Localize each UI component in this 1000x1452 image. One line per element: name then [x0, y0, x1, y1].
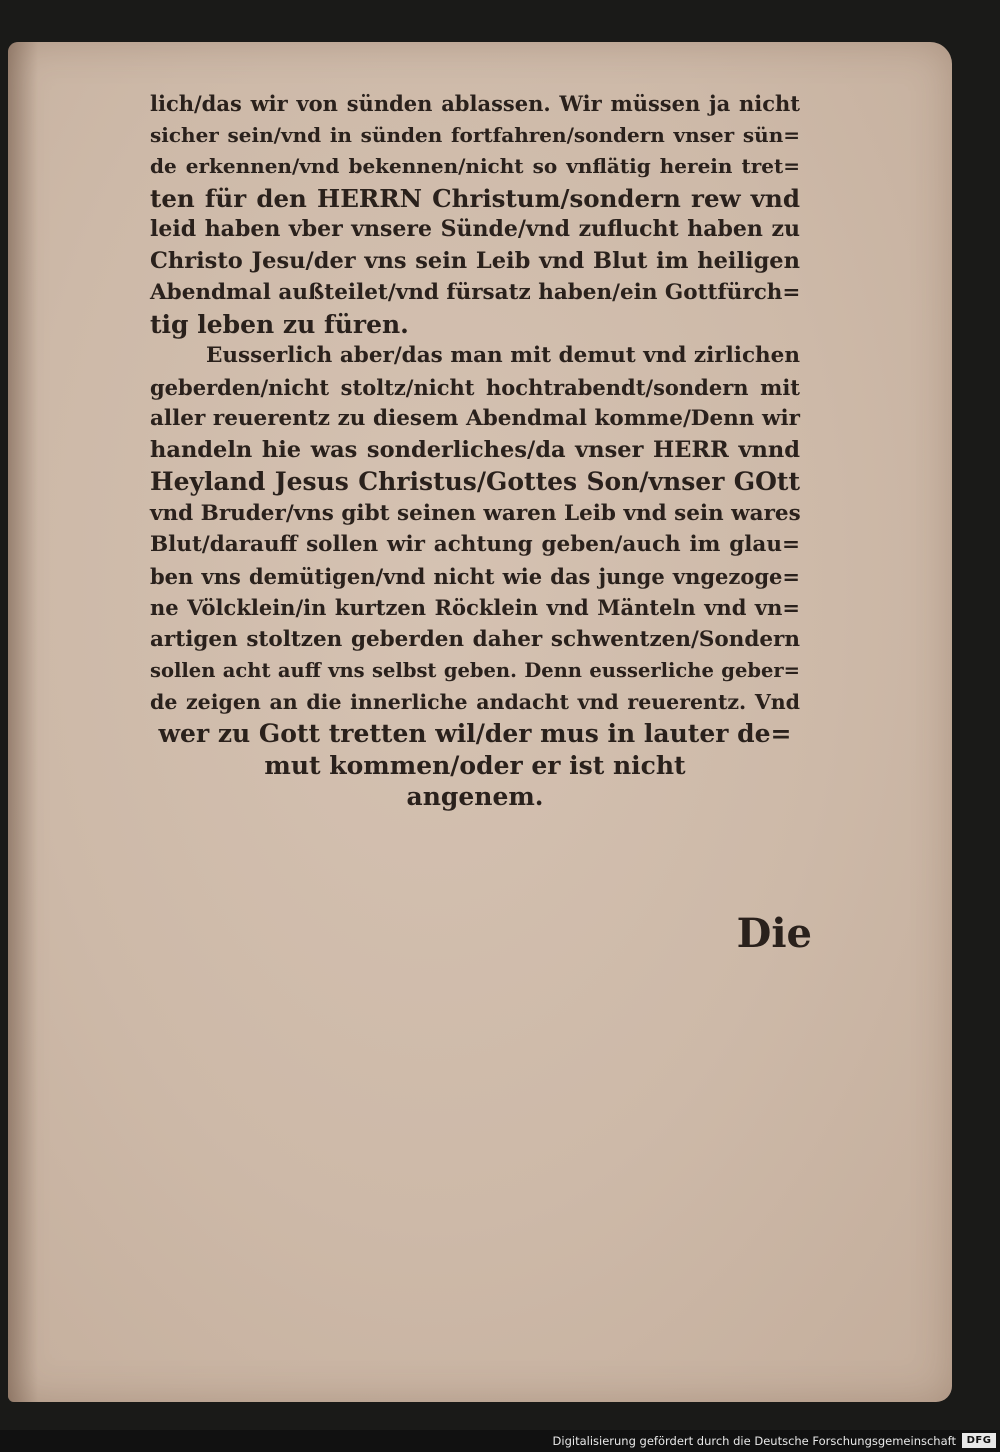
text-line: geberden/nicht stoltz/nicht hochtrabendt/sondern mit	[150, 374, 800, 400]
text-line: ne Völcklein/in kurtzen Röcklein vnd Mänteln vnd vn=	[150, 595, 800, 620]
text-line: sollen acht auff vns selbst geben. Denn eusserliche geber=	[150, 659, 800, 682]
text-line: tig leben zu füren.	[150, 309, 409, 339]
catchword: Die	[736, 910, 812, 957]
page-text	[150, 88, 800, 813]
text-line: Blut/darauff sollen wir achtung geben/auch im glau=	[150, 532, 800, 557]
text-line: artigen stoltzen geberden daher schwentzen/Sondern	[150, 626, 800, 652]
text-line: leid haben vber vnsere Sünde/vnd zuflucht haben zu	[150, 216, 800, 242]
text-line: ten für den HERRN Christum/sondern rew vnd	[150, 183, 800, 213]
text-line: angenem.	[406, 782, 544, 811]
text-line: de erkennen/vnd bekennen/nicht so vnflätig herein tret=	[150, 154, 800, 178]
footer-bar	[0, 1430, 1000, 1452]
text-line: wer zu Gott tretten wil/der mus in lauter de=	[158, 719, 792, 748]
text-line: Christo Jesu/der vns sein Leib vnd Blut im heiligen	[150, 247, 800, 274]
text-line: Heyland Jesus Christus/Gottes Son/vnser GOtt	[150, 467, 800, 496]
text-line: aller reuerentz zu diesem Abendmal komme/Denn wir	[150, 406, 800, 431]
text-line: Abendmal außteilet/vnd fürsatz haben/ein Gottfürch=	[150, 280, 801, 305]
funding-credit: Digitalisierung gefördert durch die Deutsche Forschungsgemeinschaft	[552, 1434, 956, 1448]
text-line: handeln hie was sonderliches/da vnser HERR vnnd	[150, 436, 800, 463]
text-line: sicher sein/vnd in sünden fortfahren/sondern vnser sün=	[150, 122, 800, 147]
text-line: vnd Bruder/vns gibt seinen waren Leib vnd sein wares	[150, 500, 801, 526]
paragraph-start-line: Eusserlich aber/das man mit demut vnd zirlichen	[206, 343, 800, 368]
text-line: lich/das wir von sünden ablassen. Wir müssen ja nicht	[150, 91, 800, 116]
page-gutter-shadow	[8, 42, 38, 1402]
dfg-logo: DFG	[962, 1433, 996, 1448]
text-line: mut kommen/oder er ist nicht	[264, 750, 686, 780]
text-line: ben vns demütigen/vnd nicht wie das junge vngezoge=	[150, 563, 800, 589]
text-line: de zeigen an die innerliche andacht vnd reuerentz. Vnd	[150, 689, 800, 714]
